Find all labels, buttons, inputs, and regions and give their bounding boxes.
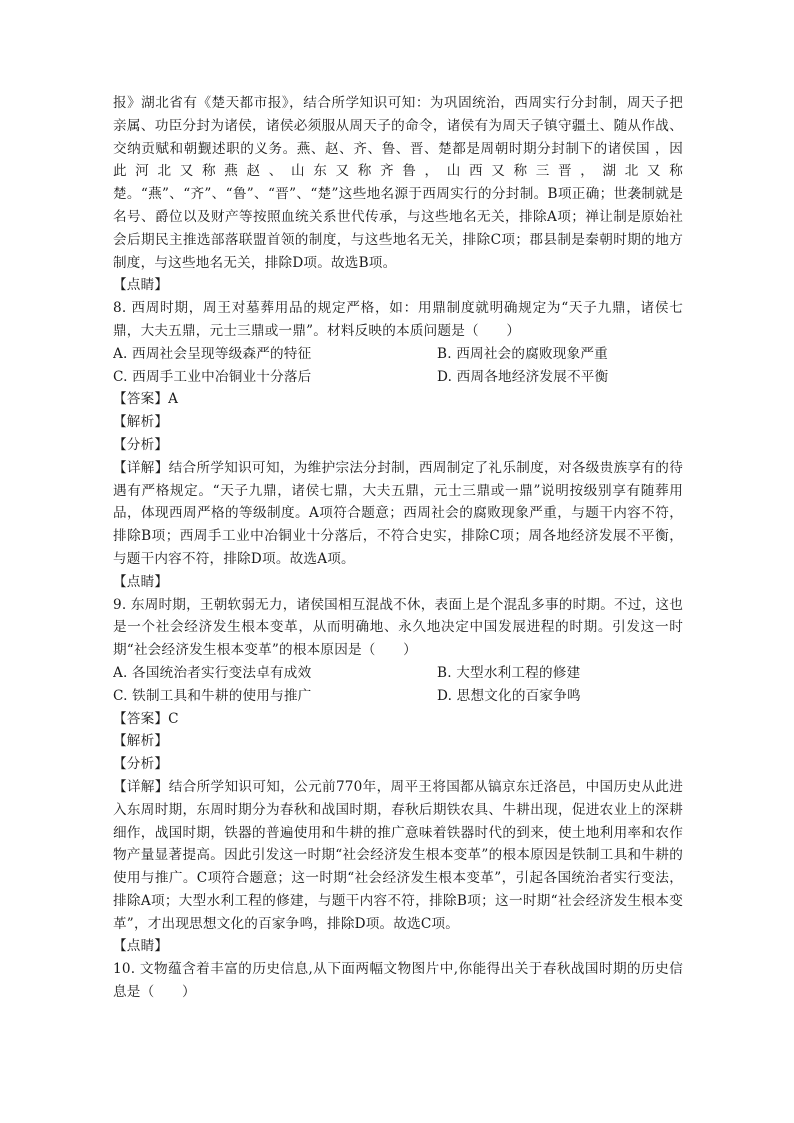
q9-fenxi-label: 【分析】 xyxy=(113,756,169,773)
q10-stem: 10. 文物蕴含着丰富的历史信息,从下面两幅文物图片中,你能得出关于春秋战国时期的历史信息是（ ） xyxy=(113,961,683,1001)
q9-dianjing-label: 【点睛】 xyxy=(113,938,169,955)
q9-option-b: B. 大型水利工程的修建 xyxy=(437,664,581,681)
q8-detail: 【详解】结合所学知识可知，为维护宗法分封制，西周制定了礼乐制度，对各级贵族享有的待遇有严格规定。“天子九鼎，诸侯七鼎，大夫五鼎，元士三鼎或一鼎”说明按级别享有随葬用品，体现西周严格的等级制度。A项符合题意；西周社会的腐败现象严重，与题干内容不符，排除B项；西周手工业中冶铜业十分落后，不符合史实，排除C项；周各地经济发展不平衡，与题干内容不符，排除D项。故选A项。 xyxy=(113,459,683,567)
q9-option-a: A. 各国统治者实行变法卓有成效 xyxy=(113,664,312,681)
document-page xyxy=(113,92,683,1004)
q9-options xyxy=(113,662,683,708)
q8-fenxi-label: 【分析】 xyxy=(113,436,169,453)
q9-option-d: D. 思想文化的百家争鸣 xyxy=(437,687,581,704)
q7-explanation-tail: 报》湖北省有《楚天都市报》，结合所学知识可知：为巩固统治，西周实行分封制，周天子把亲属、功臣分封为诸侯，诸侯必须服从周天子的命令，诸侯有为周天子镇守疆土、随从作战、交纳贡赋和朝觐述职的义务。燕、赵、齐、鲁、晋、楚都是周朝时期分封制下的诸侯国 ，因此河北又称燕赵、山东又称齐鲁，山西又称三晋，湖北又称楚。“燕”、“齐”、“鲁”、“晋”、“楚”这些地名源于西周实行的分封制。B项正确；世袭制就是名号、爵位以及财产等按照血统关系世代传承，与这些地名无关，排除A项；禅让制是原始社会后期民主推选部落联盟首领的制度，与这些地名无关，排除C项；郡县制是秦朝时期的地方制度，与这些地名无关，排除D项。故选B项。 xyxy=(113,95,683,271)
q8-stem: 8. 西周时期，周王对墓葬用品的规定严格，如：用鼎制度就明确规定为“天子九鼎，诸侯七鼎，大夫五鼎，元士三鼎或一鼎”。材料反映的本质问题是（ ） xyxy=(113,300,683,339)
q8-options xyxy=(113,343,683,389)
q8-jiexi-label: 【解析】 xyxy=(113,414,169,431)
q8-option-c: C. 西周手工业中冶铜业十分落后 xyxy=(113,368,312,385)
q8-answer: 【答案】A xyxy=(113,391,179,408)
q9-jiexi-label: 【解析】 xyxy=(113,733,169,750)
q8-option-d: D. 西周各地经济发展不平衡 xyxy=(437,368,609,385)
q9-answer: 【答案】C xyxy=(113,710,179,727)
q8-option-b: B. 西周社会的腐败现象严重 xyxy=(437,345,608,362)
q9-stem: 9. 东周时期，王朝软弱无力，诸侯国相互混战不休，表面上是个混乱多事的时期。不过，这也是一个社会经济发生根本变革，从而明确地、永久地决定中国发展进程的时期。引发这一时期“社会经济发生根本变革”的根本原因是（ ） xyxy=(113,596,683,659)
q8-dianjing-label: 【点睛】 xyxy=(113,573,169,590)
q7-dianjing-label: 【点睛】 xyxy=(113,277,169,294)
q9-detail: 【详解】结合所学知识可知，公元前770年，周平王将国都从镐京东迁洛邑，中国历史从此进入东周时期，东周时期分为春秋和战国时期，春秋后期铁农具、牛耕出现，促进农业上的深耕细作，战国时期，铁器的普遍使用和牛耕的推广意味着铁器时代的到来，使土地利用率和农作物产量显著提高。因此引发这一时期“社会经济发生根本变革”的根本原因是铁制工具和牛耕的使用与推广。C项符合题意；这一时期“社会经济发生根本变革”，引起各国统治者实行变法，排除A项；大型水利工程的修建，与题干内容不符，排除B项；这一时期“社会经济发生根本变革”，才出现思想文化的百家争鸣，排除D项。故选C项。 xyxy=(113,778,683,932)
q8-option-a: A. 西周社会呈现等级森严的特征 xyxy=(113,345,312,362)
q9-option-c: C. 铁制工具和牛耕的使用与推广 xyxy=(113,687,312,704)
